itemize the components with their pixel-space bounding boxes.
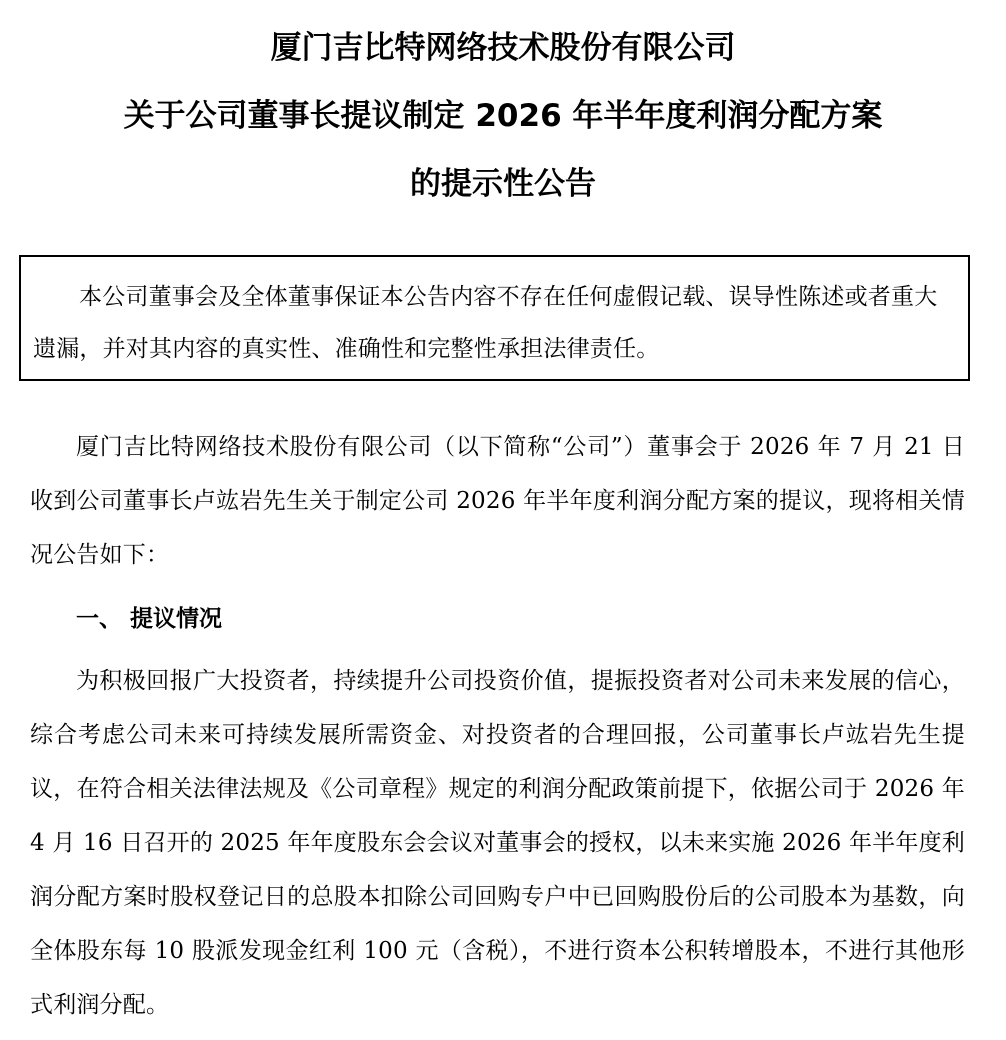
document-title [0, 14, 1006, 218]
announcement-title-suffix: 的提示性公告 [410, 166, 596, 202]
proposal-paragraph: 为积极回报广大投资者，持续提升公司投资价值，提振投资者对公司未来发展的信心，综合考虑公司未来可持续发展所需资金、对投资者的合理回报，公司董事长卢竑岩先生提议，在符合相关法律法规及《公司章程》规定的利润分配政策前提下，依据公司于 2026 年 4 月 16 日召开的 2025 年年度股东会会议对董事会的授权，以未来实施 2026 年半年度利润分配方案时股权登记日的总股本扣除公司回购专户中已回购股份后的公司股本为基数，向全体股东每 10 股派发现金红利 100 元（含税），不进行资本公积转增股本，不进行其他形式利润分配。 [30, 668, 965, 1018]
intro-paragraph: 厦门吉比特网络技术股份有限公司（以下简称“公司”）董事会于 2026 年 7 月 21 日收到公司董事长卢竑岩先生关于制定公司 2026 年半年度利润分配方案的提议，现将相关情况公告如下： [30, 434, 965, 568]
announcement-body [30, 420, 965, 1032]
board-disclaimer-text: 本公司董事会及全体董事保证本公告内容不存在任何虚假记载、误导性陈述或者重大遗漏，并对其内容的真实性、准确性和完整性承担法律责任。 [33, 284, 938, 362]
announcement-title: 关于公司董事长提议制定 2026 年半年度利润分配方案 [123, 98, 883, 134]
board-disclaimer-box [19, 255, 970, 381]
company-name-heading: 厦门吉比特网络技术股份有限公司 [270, 30, 736, 66]
section-heading-proposal: 一、 提议情况 [76, 606, 223, 632]
